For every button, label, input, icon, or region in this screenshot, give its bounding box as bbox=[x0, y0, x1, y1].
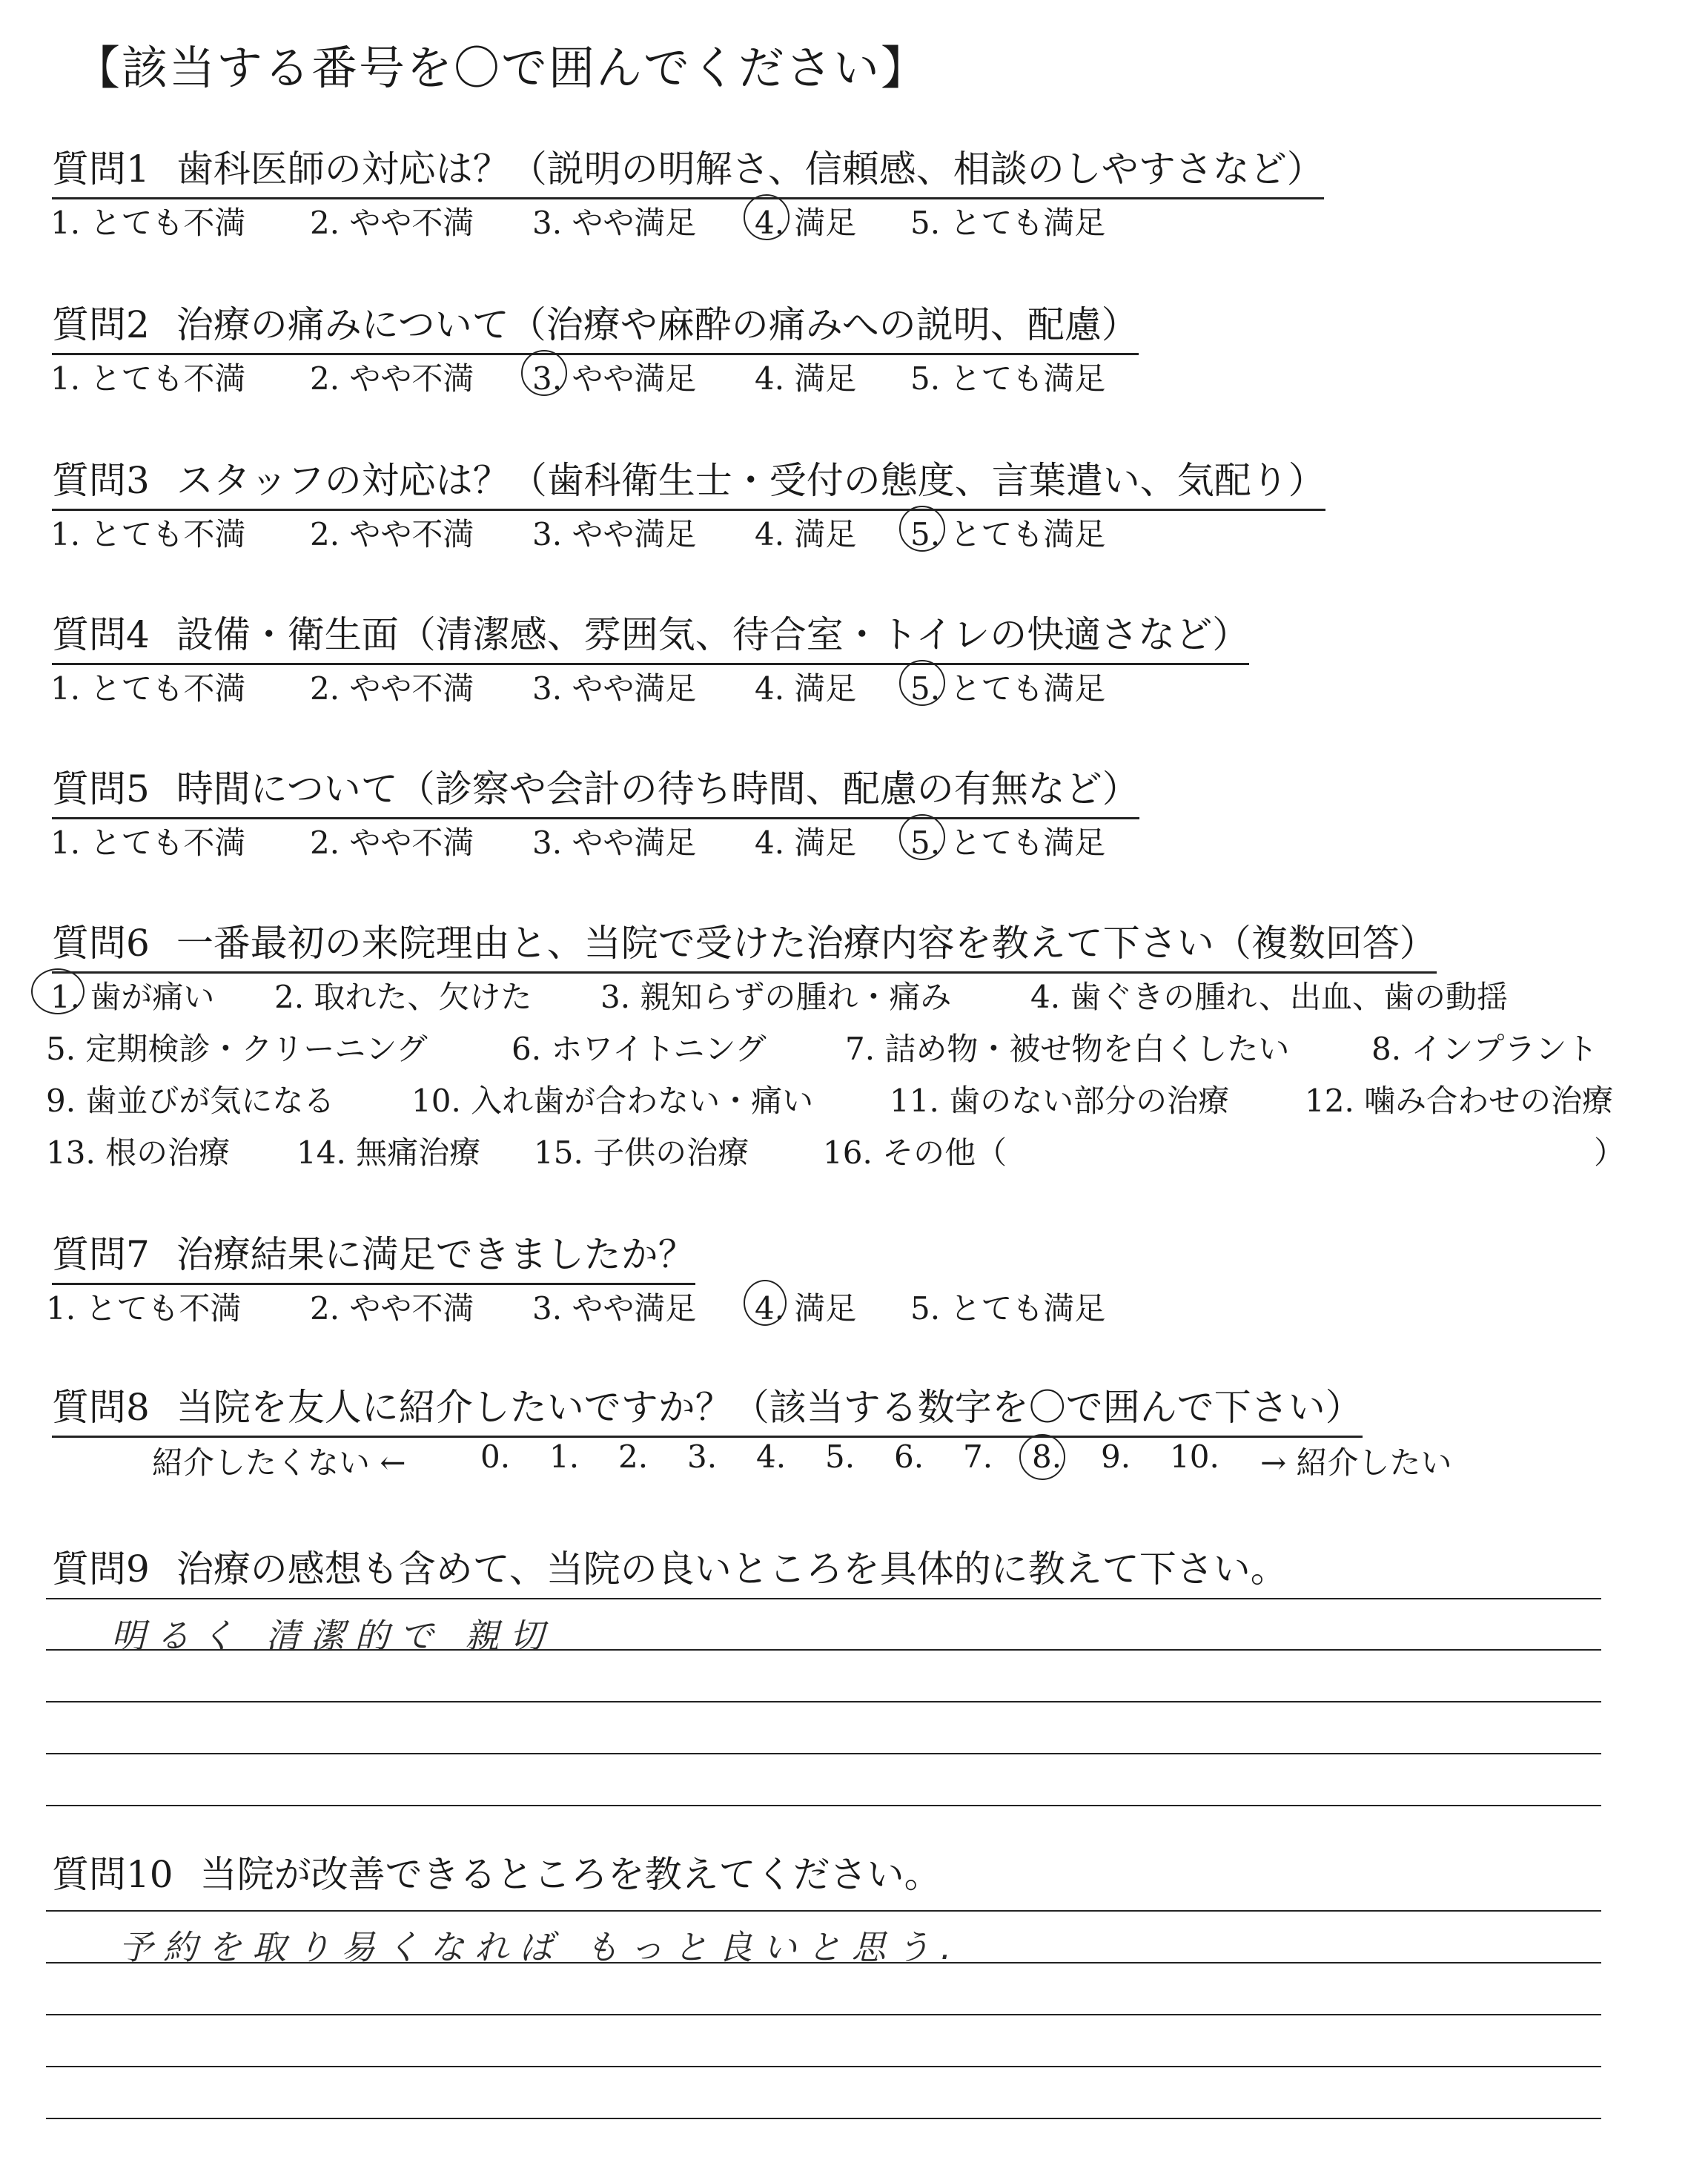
q1-option-2[interactable]: 2. やや不満 bbox=[310, 205, 474, 241]
question-2-heading bbox=[52, 295, 1139, 355]
question-4-text: 設備・衛生面（清潔感、雰囲気、待合室・トイレの快適さなど） bbox=[176, 613, 1250, 656]
q8-number-8[interactable]: 8. bbox=[1032, 1439, 1062, 1475]
question-9-heading bbox=[52, 1539, 1288, 1597]
question-5-number: 質問5 bbox=[52, 767, 150, 810]
q3-option-3[interactable]: 3. やや満足 bbox=[532, 516, 697, 552]
question-3-number: 質問3 bbox=[52, 459, 150, 502]
question-10-text: 当院が改善できるところを教えてください。 bbox=[199, 1853, 941, 1896]
q8-left-label: 紹介したくない ← bbox=[152, 1444, 406, 1481]
q6-option-4[interactable]: 4. 歯ぐきの腫れ、出血、歯の動揺 bbox=[1030, 979, 1508, 1015]
q10-handwritten-answer[interactable]: 予約を取り易くなれば もっと良いと思う. bbox=[119, 1927, 962, 1967]
question-1-heading bbox=[52, 139, 1324, 199]
question-2-number: 質問2 bbox=[52, 303, 150, 346]
q6-option-2[interactable]: 2. 取れた、欠けた bbox=[274, 979, 532, 1015]
q5-option-4[interactable]: 4. 満足 bbox=[755, 825, 857, 861]
q7-option-5[interactable]: 5. とても満足 bbox=[910, 1290, 1106, 1327]
q6-option-7[interactable]: 7. 詰め物・被せ物を白くしたい bbox=[845, 1031, 1290, 1067]
question-7-heading bbox=[52, 1225, 695, 1285]
q7-selection-circle bbox=[744, 1280, 787, 1326]
q5-option-1[interactable]: 1. とても不満 bbox=[50, 825, 246, 861]
q6-option-14[interactable]: 14. 無痛治療 bbox=[297, 1135, 481, 1171]
question-2-text: 治療の痛みについて（治療や麻酔の痛みへの説明、配慮） bbox=[176, 303, 1139, 346]
q8-number-4[interactable]: 4. bbox=[756, 1439, 787, 1475]
q8-number-3[interactable]: 3. bbox=[687, 1439, 718, 1475]
question-8-text: 当院を友人に紹介したいですか？（該当する数字を〇で囲んで下さい） bbox=[176, 1386, 1363, 1429]
q8-number-0[interactable]: 0. bbox=[480, 1439, 511, 1475]
q8-right-label: → 紹介したい bbox=[1260, 1444, 1452, 1481]
q8-number-5[interactable]: 5. bbox=[825, 1439, 855, 1475]
q10-answer-line-3 bbox=[46, 2014, 1601, 2015]
q5-option-2[interactable]: 2. やや不満 bbox=[310, 825, 474, 861]
q3-selection-circle bbox=[899, 506, 945, 552]
question-1-text: 歯科医師の対応は？（説明の明解さ、信頼感、相談のしやすさなど） bbox=[176, 148, 1324, 191]
q6-option-10[interactable]: 10. 入れ歯が合わない・痛い bbox=[411, 1083, 814, 1119]
q2-option-2[interactable]: 2. やや不満 bbox=[310, 360, 474, 397]
question-4-number: 質問4 bbox=[52, 613, 150, 656]
q8-number-9[interactable]: 9. bbox=[1101, 1439, 1131, 1475]
q6-option-11[interactable]: 11. 歯のない部分の治療 bbox=[890, 1083, 1230, 1119]
question-7-number: 質問7 bbox=[52, 1233, 150, 1276]
question-7-text: 治療結果に満足できましたか？ bbox=[176, 1233, 695, 1276]
q9-answer-line-3 bbox=[46, 1701, 1601, 1702]
question-8-heading bbox=[52, 1378, 1363, 1438]
q8-number-10[interactable]: 10. bbox=[1170, 1439, 1219, 1475]
q1-option-1[interactable]: 1. とても不満 bbox=[50, 205, 246, 241]
q6-option-16[interactable]: 16. その他（ bbox=[823, 1135, 1007, 1171]
q5-selection-circle bbox=[899, 814, 945, 860]
q9-handwritten-answer[interactable]: 明るく 清潔的で 親切 bbox=[111, 1616, 555, 1656]
question-9-number: 質問9 bbox=[52, 1548, 150, 1591]
q2-option-5[interactable]: 5. とても満足 bbox=[910, 360, 1106, 397]
q8-number-7[interactable]: 7. bbox=[963, 1439, 993, 1475]
question-4-heading bbox=[52, 605, 1249, 665]
question-10-heading bbox=[52, 1845, 941, 1903]
q2-option-1[interactable]: 1. とても不満 bbox=[50, 360, 246, 397]
question-6-text: 一番最初の来院理由と、当院で受けた治療内容を教えて下さい（複数回答） bbox=[176, 922, 1437, 965]
question-9-text: 治療の感想も含めて、当院の良いところを具体的に教えて下さい。 bbox=[176, 1548, 1288, 1591]
q4-option-4[interactable]: 4. 満足 bbox=[755, 670, 857, 707]
question-10-number: 質問10 bbox=[52, 1853, 173, 1896]
q4-selection-circle bbox=[899, 660, 945, 706]
q8-number-2[interactable]: 2. bbox=[618, 1439, 649, 1475]
q6-option-9[interactable]: 9. 歯並びが気になる bbox=[46, 1083, 335, 1119]
q4-option-3[interactable]: 3. やや満足 bbox=[532, 670, 697, 707]
q5-option-3[interactable]: 3. やや満足 bbox=[532, 825, 697, 861]
q8-number-1[interactable]: 1. bbox=[549, 1439, 580, 1475]
q6-option-16-close: ） bbox=[1594, 1135, 1626, 1171]
q3-option-4[interactable]: 4. 満足 bbox=[755, 516, 857, 552]
q2-option-3[interactable]: 3. やや満足 bbox=[532, 360, 697, 397]
q6-option-5[interactable]: 5. 定期検診・クリーニング bbox=[46, 1031, 428, 1067]
q10-answer-line-2 bbox=[46, 1962, 1601, 1964]
q3-option-5[interactable]: 5. とても満足 bbox=[910, 516, 1106, 552]
q9-answer-line-4 bbox=[46, 1753, 1601, 1754]
q1-option-3[interactable]: 3. やや満足 bbox=[532, 205, 697, 241]
page-title: 【該当する番号を〇で囲んでください】 bbox=[74, 41, 929, 95]
q3-option-1[interactable]: 1. とても不満 bbox=[50, 516, 246, 552]
q6-option-3[interactable]: 3. 親知らずの腫れ・痛み bbox=[600, 979, 952, 1015]
question-6-heading bbox=[52, 914, 1437, 974]
question-3-text: スタッフの対応は？（歯科衛生士・受付の態度、言葉遣い、気配り） bbox=[176, 459, 1325, 502]
question-5-text: 時間について（診察や会計の待ち時間、配慮の有無など） bbox=[176, 767, 1139, 810]
q6-option-8[interactable]: 8. インプラント bbox=[1371, 1031, 1598, 1067]
q2-selection-circle bbox=[521, 350, 567, 396]
q8-number-6[interactable]: 6. bbox=[894, 1439, 924, 1475]
q8-selection-circle bbox=[1019, 1434, 1065, 1480]
q7-option-1[interactable]: 1. とても不満 bbox=[46, 1290, 242, 1327]
q4-option-1[interactable]: 1. とても不満 bbox=[50, 670, 246, 707]
q7-option-2[interactable]: 2. やや不満 bbox=[310, 1290, 474, 1327]
q10-answer-line-1 bbox=[46, 1910, 1601, 1912]
q10-answer-line-5 bbox=[46, 2118, 1601, 2119]
q4-option-5[interactable]: 5. とても満足 bbox=[910, 670, 1106, 707]
q6-option-12[interactable]: 12. 噛み合わせの治療 bbox=[1305, 1083, 1614, 1119]
question-1-number: 質問1 bbox=[52, 148, 150, 191]
q6-option-15[interactable]: 15. 子供の治療 bbox=[534, 1135, 749, 1171]
q1-option-5[interactable]: 5. とても満足 bbox=[910, 205, 1106, 241]
q6-option-6[interactable]: 6. ホワイトニング bbox=[512, 1031, 767, 1067]
q9-answer-line-1 bbox=[46, 1598, 1601, 1599]
q2-option-4[interactable]: 4. 満足 bbox=[755, 360, 857, 397]
q1-option-4[interactable]: 4. 満足 bbox=[755, 205, 857, 241]
q7-option-4[interactable]: 4. 満足 bbox=[755, 1290, 857, 1327]
q1-selection-circle bbox=[744, 194, 790, 240]
q6-option-1[interactable]: 1. 歯が痛い bbox=[50, 979, 215, 1015]
q6-selection-circle bbox=[31, 968, 85, 1014]
q7-option-3[interactable]: 3. やや満足 bbox=[532, 1290, 697, 1327]
question-5-heading bbox=[52, 759, 1139, 819]
q9-answer-line-5 bbox=[46, 1805, 1601, 1806]
question-8-number: 質問8 bbox=[52, 1386, 150, 1429]
question-6-number: 質問6 bbox=[52, 922, 150, 965]
question-3-heading bbox=[52, 451, 1325, 511]
q3-option-2[interactable]: 2. やや不満 bbox=[310, 516, 474, 552]
q9-answer-line-2 bbox=[46, 1649, 1601, 1651]
q6-option-13[interactable]: 13. 根の治療 bbox=[46, 1135, 231, 1171]
q10-answer-line-4 bbox=[46, 2066, 1601, 2067]
q4-option-2[interactable]: 2. やや不満 bbox=[310, 670, 474, 707]
q5-option-5[interactable]: 5. とても満足 bbox=[910, 825, 1106, 861]
